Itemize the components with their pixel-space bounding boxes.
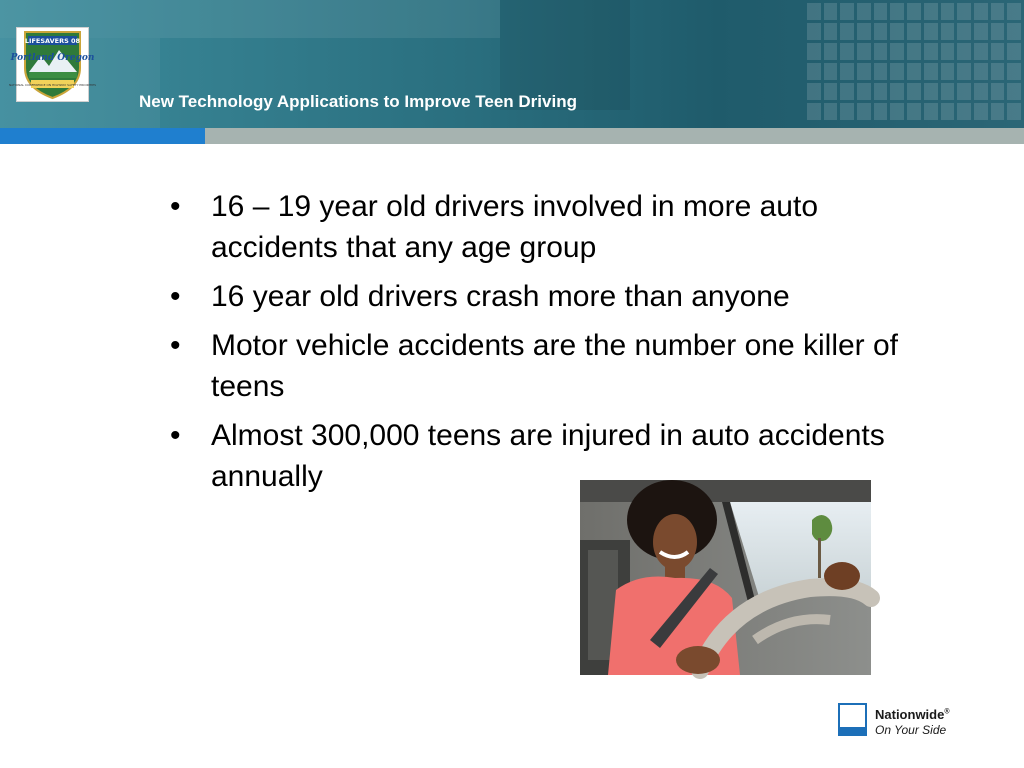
header-tile	[991, 23, 1005, 40]
header-tile	[824, 83, 838, 100]
header-tile	[874, 103, 888, 120]
header-tile	[991, 43, 1005, 60]
header-tile	[890, 63, 904, 80]
header-tile	[924, 23, 938, 40]
header-tile	[840, 63, 854, 80]
teen-driver-photo-graphic	[580, 480, 871, 675]
header-tile	[941, 43, 955, 60]
header-tile	[840, 103, 854, 120]
header-tile	[857, 63, 871, 80]
header-tile	[1007, 43, 1021, 60]
logo-script-text: Portland Oregon	[10, 53, 95, 63]
header-tile	[974, 43, 988, 60]
nationwide-brand-name	[875, 707, 950, 722]
header-tile	[907, 103, 921, 120]
header-tile	[890, 83, 904, 100]
header-tile	[907, 23, 921, 40]
header-tile	[1007, 103, 1021, 120]
header-tile	[824, 63, 838, 80]
bullet-item	[168, 276, 928, 317]
logo-top-text: LIFESAVERS 08	[24, 37, 81, 45]
header-tile	[1007, 3, 1021, 20]
header-tile	[874, 3, 888, 20]
header-tile	[874, 63, 888, 80]
header-tile	[941, 23, 955, 40]
header-tile	[824, 23, 838, 40]
nationwide-mark-icon	[838, 703, 867, 736]
header-tile	[957, 83, 971, 100]
header-tile	[974, 83, 988, 100]
header-tile	[890, 23, 904, 40]
header-tile	[957, 63, 971, 80]
header-tile	[857, 23, 871, 40]
nationwide-logo	[838, 703, 978, 739]
header-tile	[807, 83, 821, 100]
header-stripe-blue	[0, 128, 205, 144]
header-tile	[874, 23, 888, 40]
header-tile	[924, 3, 938, 20]
bullet-text: Motor vehicle accidents are the number one killer of teens	[211, 329, 899, 403]
header-tile	[991, 3, 1005, 20]
nationwide-mark-base	[840, 727, 865, 734]
header-tile	[924, 103, 938, 120]
header-tile	[857, 3, 871, 20]
header-tile	[824, 103, 838, 120]
bullet-text: 16 – 19 year old drivers involved in more auto accidents that any age group	[211, 190, 819, 264]
bullet-marker: •	[170, 190, 181, 223]
header-tile	[1007, 23, 1021, 40]
header-tile	[974, 63, 988, 80]
header-band	[0, 0, 1024, 128]
header-tile	[991, 83, 1005, 100]
header-tile	[857, 43, 871, 60]
slide-title: New Technology Applications to Improve Teen Driving	[139, 92, 577, 111]
header-tile	[890, 3, 904, 20]
bullet-text: Almost 300,000 teens are injured in auto accidents annually	[211, 419, 885, 493]
header-tile	[924, 43, 938, 60]
header-tile	[824, 43, 838, 60]
lifesavers-logo-graphic	[8, 28, 97, 101]
bullet-list	[168, 186, 928, 505]
header-tile	[824, 3, 838, 20]
header-tile	[924, 83, 938, 100]
header-tile	[957, 23, 971, 40]
header-tile	[807, 103, 821, 120]
header-tile	[1007, 63, 1021, 80]
header-tile	[924, 63, 938, 80]
bullet-text: 16 year old drivers crash more than anyone	[211, 280, 790, 313]
header-tile	[874, 43, 888, 60]
header-tile	[807, 43, 821, 60]
header-tile	[890, 103, 904, 120]
header-tile	[941, 103, 955, 120]
bullet-item	[168, 325, 928, 407]
header-tile	[857, 83, 871, 100]
header-tile	[957, 43, 971, 60]
header-tile	[907, 83, 921, 100]
header-tile	[974, 3, 988, 20]
nationwide-tagline: On Your Side	[875, 723, 947, 737]
teen-driver-photo	[580, 480, 871, 675]
header-tile	[941, 3, 955, 20]
bullet-marker: •	[170, 419, 181, 452]
header-tile	[941, 63, 955, 80]
header-tile	[807, 3, 821, 20]
nationwide-brand-name-text: Nationwide	[875, 707, 945, 722]
header-tile	[907, 3, 921, 20]
header-tile	[957, 3, 971, 20]
header-tile	[857, 103, 871, 120]
header-tile	[807, 23, 821, 40]
header-tile	[807, 63, 821, 80]
header-tile	[907, 43, 921, 60]
header-tile	[941, 83, 955, 100]
bullet-item	[168, 186, 928, 268]
bullet-marker: •	[170, 329, 181, 362]
header-tile	[874, 83, 888, 100]
header-tile	[1007, 83, 1021, 100]
header-tile	[840, 83, 854, 100]
header-tile	[907, 63, 921, 80]
header-tile	[974, 103, 988, 120]
header-tile-pattern	[804, 0, 1024, 128]
header-tile	[840, 3, 854, 20]
header-tile	[991, 63, 1005, 80]
header-tile	[991, 103, 1005, 120]
header-stripe-gray	[205, 128, 1024, 144]
header-tile	[957, 103, 971, 120]
header-tile	[890, 43, 904, 60]
lifesavers-logo	[8, 27, 97, 102]
bullet-marker: •	[170, 280, 181, 313]
header-tile	[840, 23, 854, 40]
header-tile	[840, 43, 854, 60]
registered-mark: ®	[944, 708, 950, 716]
header-tile	[974, 23, 988, 40]
logo-bottom-text: NATIONAL CONFERENCE ON HIGHWAY SAFETY PRIORITIES	[8, 83, 97, 87]
